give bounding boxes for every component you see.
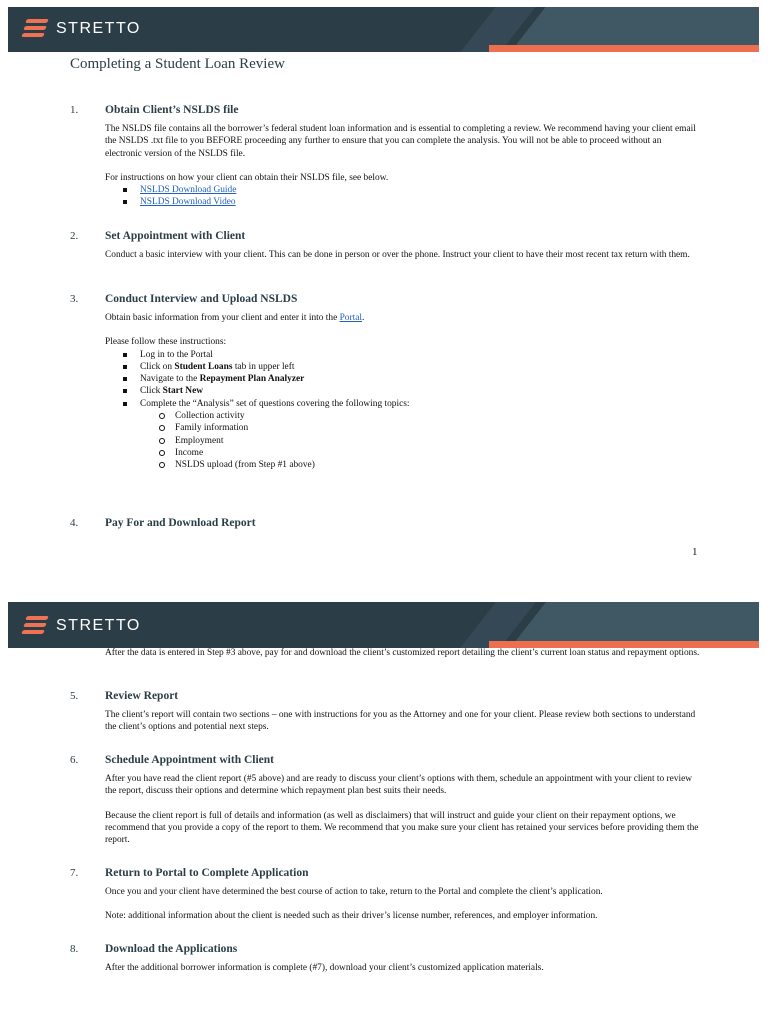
step-6 [70, 754, 700, 858]
step-8 [70, 943, 700, 986]
step-paragraph: The NSLDS file contains all the borrower’s federal student loan information and is essential to completing a review. We recommend having your client email the NSLDS .txt file to you BEFORE proceeding any further to ensure that you can complete the analysis. You will not be able to proceed without an electronic version of the NSLDS file. [105, 124, 696, 159]
step-number: 8. [70, 943, 79, 955]
list-item: Click Start New [105, 385, 700, 397]
step-paragraph: Because the client report is full of details and information (as well as disclaimers) that will instruct and guide your client on their repayment options, we recommend that you provide a copy of the report to them. We recommend that you make sure your client has retained your services before providing them the report. [105, 810, 699, 846]
step-number: 4. [70, 517, 79, 529]
list-item: Navigate to the Repayment Plan Analyzer [105, 373, 700, 385]
page-2 [0, 600, 768, 1024]
step-title: Return to Portal to Complete Application [105, 867, 309, 879]
step-number: 3. [70, 293, 79, 305]
topic-item: Family information [105, 422, 700, 434]
step-number: 7. [70, 867, 79, 879]
topic-item: Collection activity [105, 410, 700, 422]
brand-name: STRETTO [56, 617, 141, 634]
stretto-logo [22, 616, 141, 636]
stretto-logo-icon [22, 616, 48, 636]
step-paragraph: Conduct a basic interview with your client. This can be done in person or over the phone. Instruct your client to have their most recent tax return with them. [105, 250, 690, 260]
step-5 [70, 690, 700, 746]
list-item: Click on Student Loans tab in upper left [105, 361, 700, 373]
step-title: Conduct Interview and Upload NSLDS [105, 293, 298, 305]
step-paragraph: Once you and your client have determined the best course of action to take, return to the Portal and complete the client’s application. [105, 887, 603, 897]
nslds-video-link[interactable]: NSLDS Download Video [140, 197, 236, 208]
step-title: Review Report [105, 690, 179, 702]
step-paragraph: For instructions on how your client can obtain their NSLDS file, see below. [105, 172, 389, 183]
list-item [105, 184, 700, 196]
step-title: Pay For and Download Report [105, 517, 256, 529]
step-number: 5. [70, 690, 79, 702]
step-paragraph: After the additional borrower information is complete (#7), download your client’s customized application materials. [105, 963, 544, 973]
portal-link[interactable]: Portal [339, 313, 362, 323]
topic-item: Income [105, 447, 700, 459]
list-item [105, 196, 700, 208]
step-4-body [70, 647, 700, 671]
step-title: Obtain Client’s NSLDS file [105, 104, 239, 116]
topic-item: Employment [105, 435, 700, 447]
nslds-guide-link[interactable]: NSLDS Download Guide [140, 185, 237, 196]
page-number: 1 [692, 546, 698, 558]
step-2 [70, 230, 700, 273]
topic-item: NSLDS upload (from Step #1 above) [105, 459, 700, 471]
step-paragraph: Note: additional information about the client is needed such as their driver’s license number, references, and employer information. [105, 911, 598, 922]
step-paragraph: After you have read the client report (#5 above) and are ready to discuss your client’s options with them, schedule an appointment with your client to review the report, discuss their options and determine which repayment plan best suits their needs. [105, 774, 693, 797]
step-paragraph: The client’s report will contain two sections – one with instructions for you as the Attorney and one for your client. Please review both sections to understand the client’s options and potential next steps. [105, 710, 696, 733]
document-title: Completing a Student Loan Review [70, 56, 285, 72]
step-1 [70, 104, 700, 209]
step-title: Schedule Appointment with Client [105, 754, 275, 766]
stretto-logo [22, 19, 141, 39]
header-banner [8, 602, 759, 648]
step-4 [70, 517, 700, 536]
step-number: 6. [70, 754, 79, 766]
step-paragraph: Please follow these instructions: [105, 337, 227, 348]
step-paragraph: After the data is entered in Step #3 above, pay for and download the client’s customized report detailing the client’s current loan status and repayment options. [105, 648, 700, 658]
list-item: Log in to the Portal [105, 349, 700, 361]
step-number: 1. [70, 104, 79, 116]
step-3 [70, 293, 700, 472]
step-7 [70, 867, 700, 935]
step-paragraph: Obtain basic information from your client and enter it into the Portal. [105, 313, 365, 323]
brand-name: STRETTO [56, 20, 141, 37]
stretto-logo-icon [22, 19, 48, 39]
step-number: 2. [70, 230, 79, 242]
header-banner [8, 7, 759, 52]
step-title: Set Appointment with Client [105, 230, 246, 242]
step-title: Download the Applications [105, 943, 238, 955]
accent-stripe [489, 45, 759, 52]
list-item: Complete the “Analysis” set of questions covering the following topics: [105, 398, 700, 410]
